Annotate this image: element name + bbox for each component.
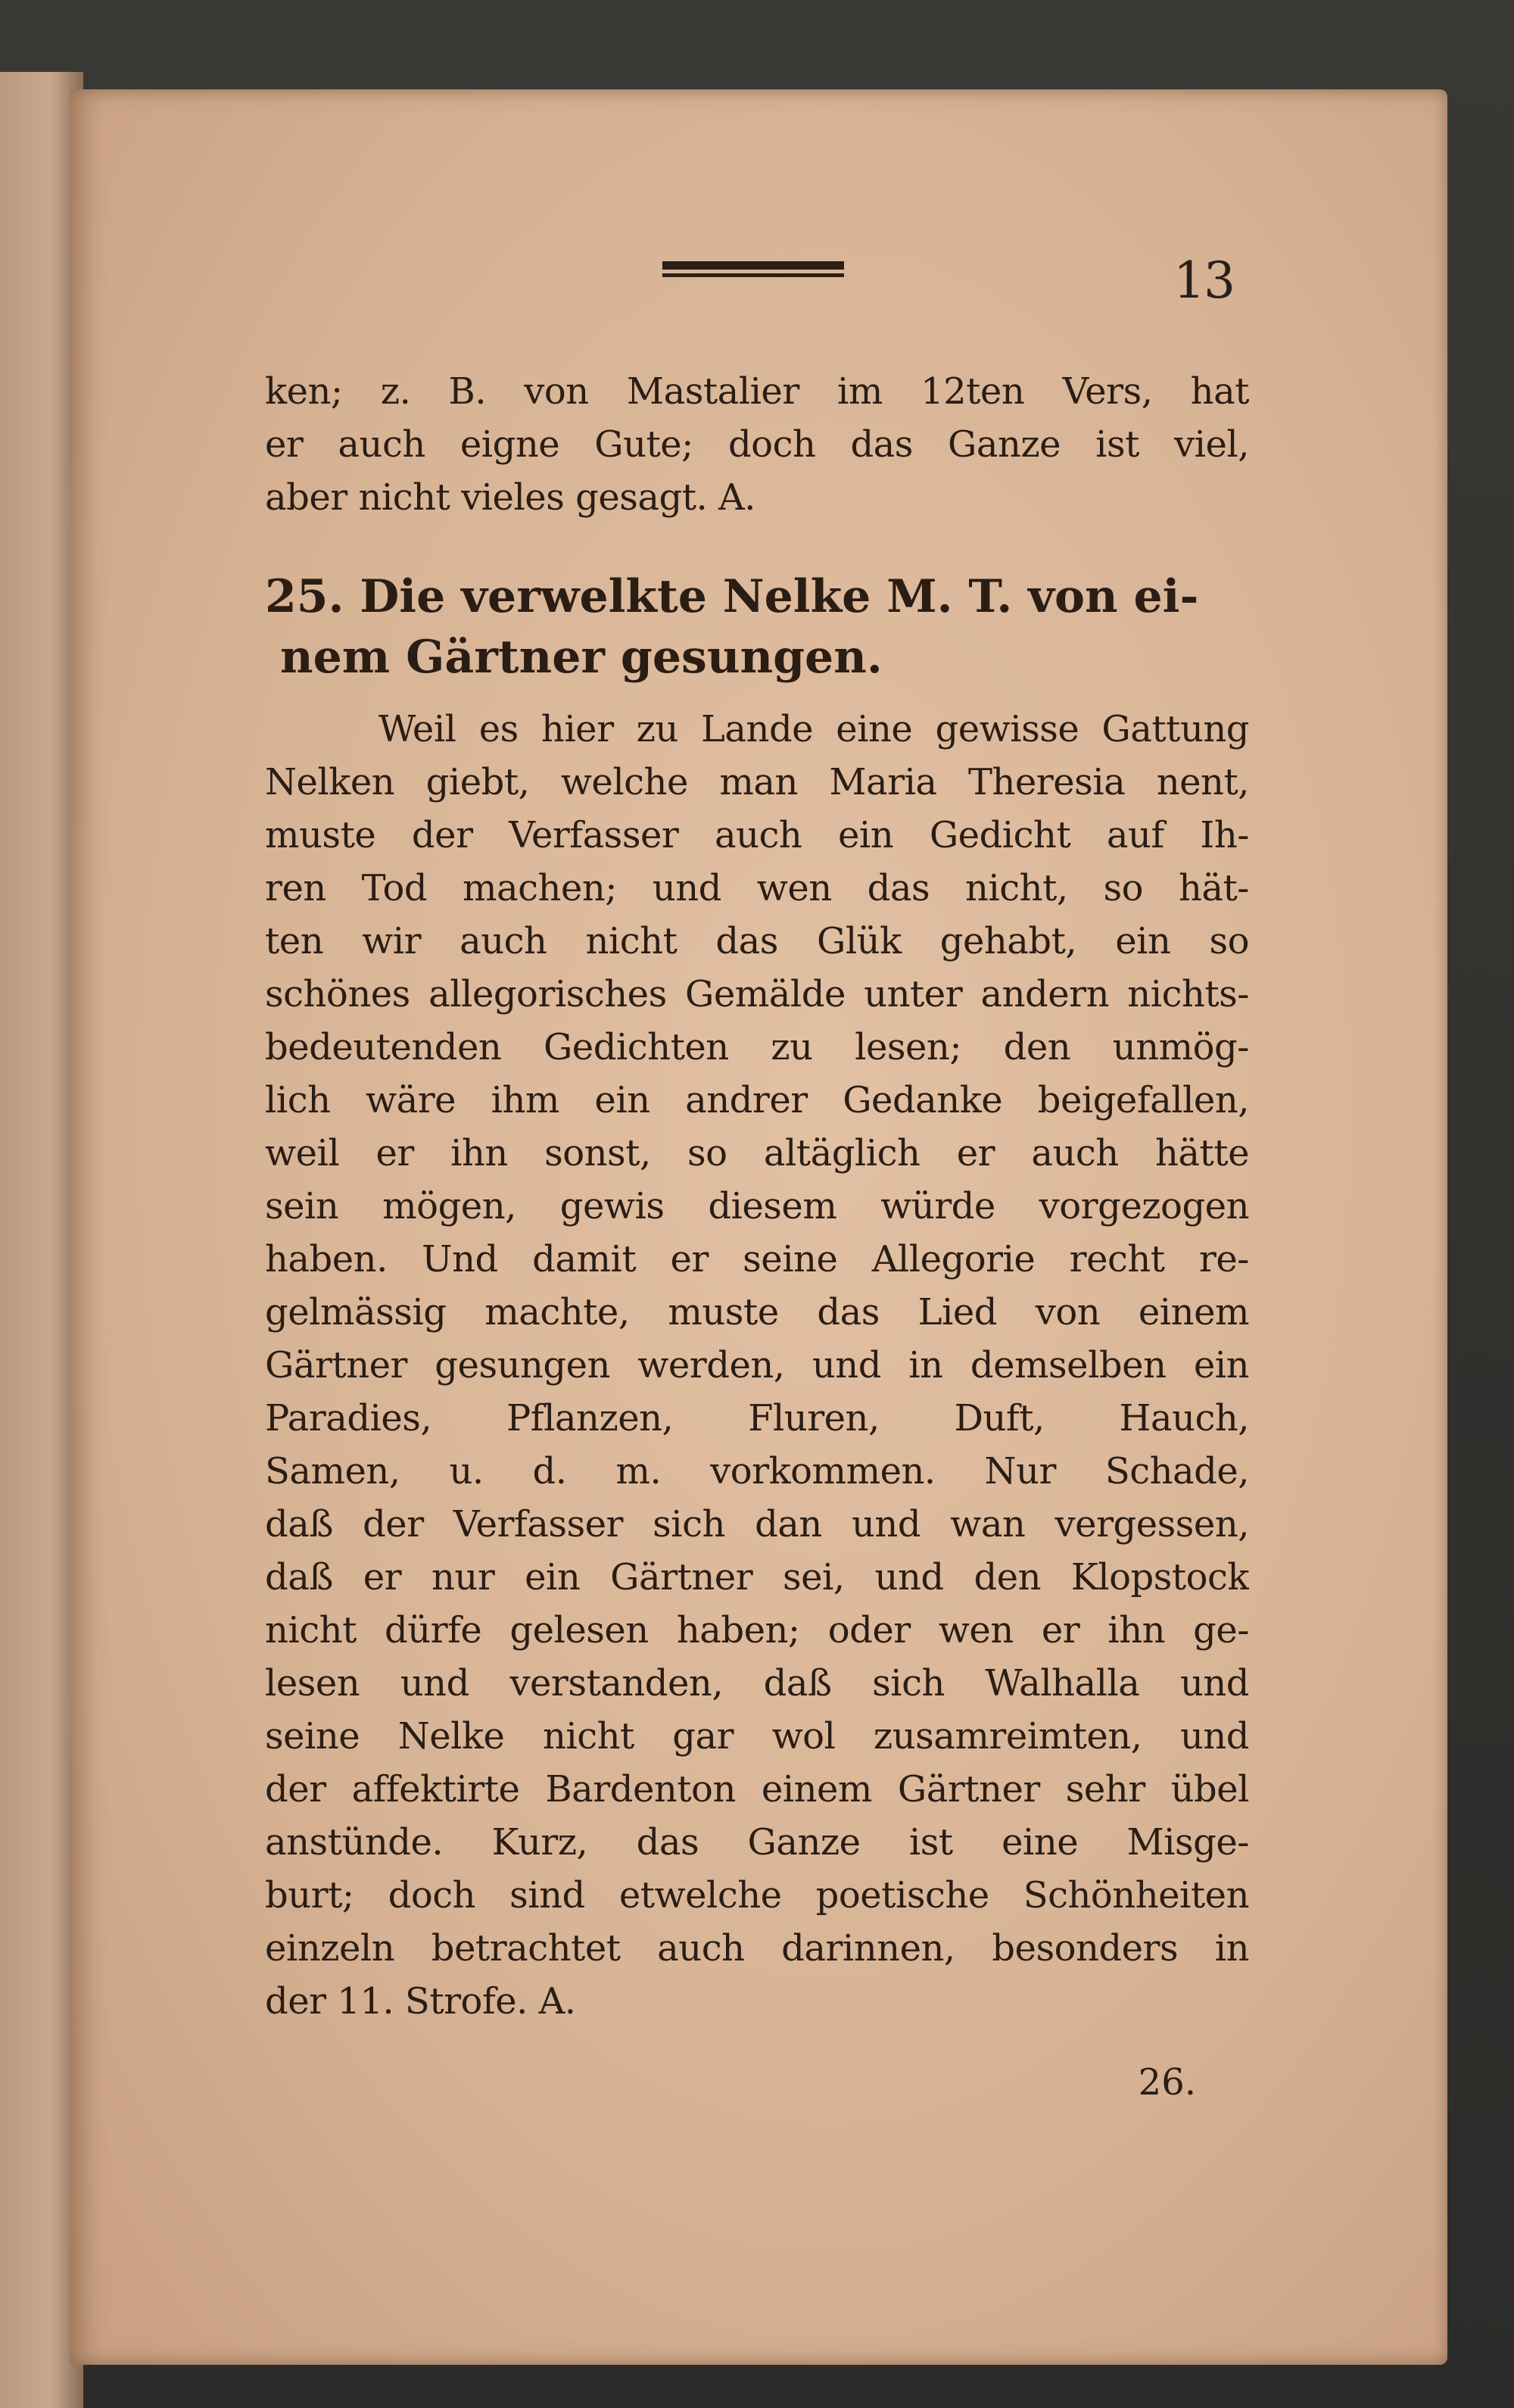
text-line: lich wäre ihm ein andrer Gedanke beigefallen, xyxy=(265,1079,1249,1121)
text-line: der 11. Strofe. A. xyxy=(265,1980,576,2023)
text-line: seine Nelke nicht gar wol zusamreimten, und xyxy=(265,1715,1249,1758)
entry-paragraph xyxy=(265,703,1249,2028)
text-line: haben. Und damit er seine Allegorie recht re- xyxy=(265,1238,1249,1280)
text-line: Samen, u. d. m. vorkommen. Nur Schade, xyxy=(265,1450,1249,1493)
text-line: nicht dürfe gelesen haben; oder wen er ihn ge- xyxy=(265,1609,1249,1652)
entry-heading xyxy=(265,566,1249,688)
text-line: ten wir auch nicht das Glük gehabt, ein so xyxy=(265,920,1249,962)
text-line: daß der Verfasser sich dan und wan vergessen, xyxy=(265,1503,1249,1546)
header-ornament-rule xyxy=(662,261,844,281)
text-line: bedeutenden Gedichten zu lesen; den unmög- xyxy=(265,1026,1249,1068)
text-line: daß er nur ein Gärtner sei, und den Klopstock xyxy=(265,1556,1249,1599)
entry-heading-line-2: nem Gärtner gesungen. xyxy=(280,631,883,684)
text-line: Paradies, Pflanzen, Fluren, Duft, Hauch, xyxy=(265,1397,1249,1439)
text-line: ren Tod machen; und wen das nicht, so hät- xyxy=(265,867,1249,909)
text-line: er auch eigne Gute; doch das Ganze ist viel, xyxy=(265,423,1249,466)
text-line: weil er ihn sonst, so altäglich er auch hätte xyxy=(265,1132,1249,1174)
text-line: schönes allegorisches Gemälde unter andern nichts- xyxy=(265,973,1249,1015)
text-line: lesen und verstanden, daß sich Walhalla und xyxy=(265,1662,1249,1705)
text-line: ken; z. B. von Mastalier im 12ten Vers, hat xyxy=(265,370,1249,413)
text-line: muste der Verfasser auch ein Gedicht auf Ih- xyxy=(265,814,1249,856)
catchword: 26. xyxy=(1138,2061,1196,2104)
text-line: Gärtner gesungen werden, und in demselben ein xyxy=(265,1344,1249,1386)
text-line: gelmässig machte, muste das Lied von einem xyxy=(265,1291,1249,1333)
text-line: Weil es hier zu Lande eine gewisse Gattung xyxy=(378,708,1249,750)
text-line: Nelken giebt, welche man Maria Theresia nent, xyxy=(265,761,1249,803)
text-line: der affektirte Bardenton einem Gärtner sehr übel xyxy=(265,1768,1249,1811)
text-line: sein mögen, gewis diesem würde vorgezogen xyxy=(265,1185,1249,1227)
entry-heading-line-1: 25. Die verwelkte Nelke M. T. von ei- xyxy=(265,570,1199,623)
ornament-bar-thin xyxy=(662,273,844,277)
page-number: 13 xyxy=(1173,251,1234,310)
page-body xyxy=(265,365,1249,2028)
text-line: anstünde. Kurz, das Ganze ist eine Misge- xyxy=(265,1821,1249,1864)
ornament-bar-thick xyxy=(662,261,844,270)
text-line: einzeln betrachtet auch darinnen, besonders in xyxy=(265,1927,1249,1970)
text-line: burt; doch sind etwelche poetische Schönheiten xyxy=(265,1874,1249,1917)
text-line: aber nicht vieles gesagt. A. xyxy=(265,476,755,519)
